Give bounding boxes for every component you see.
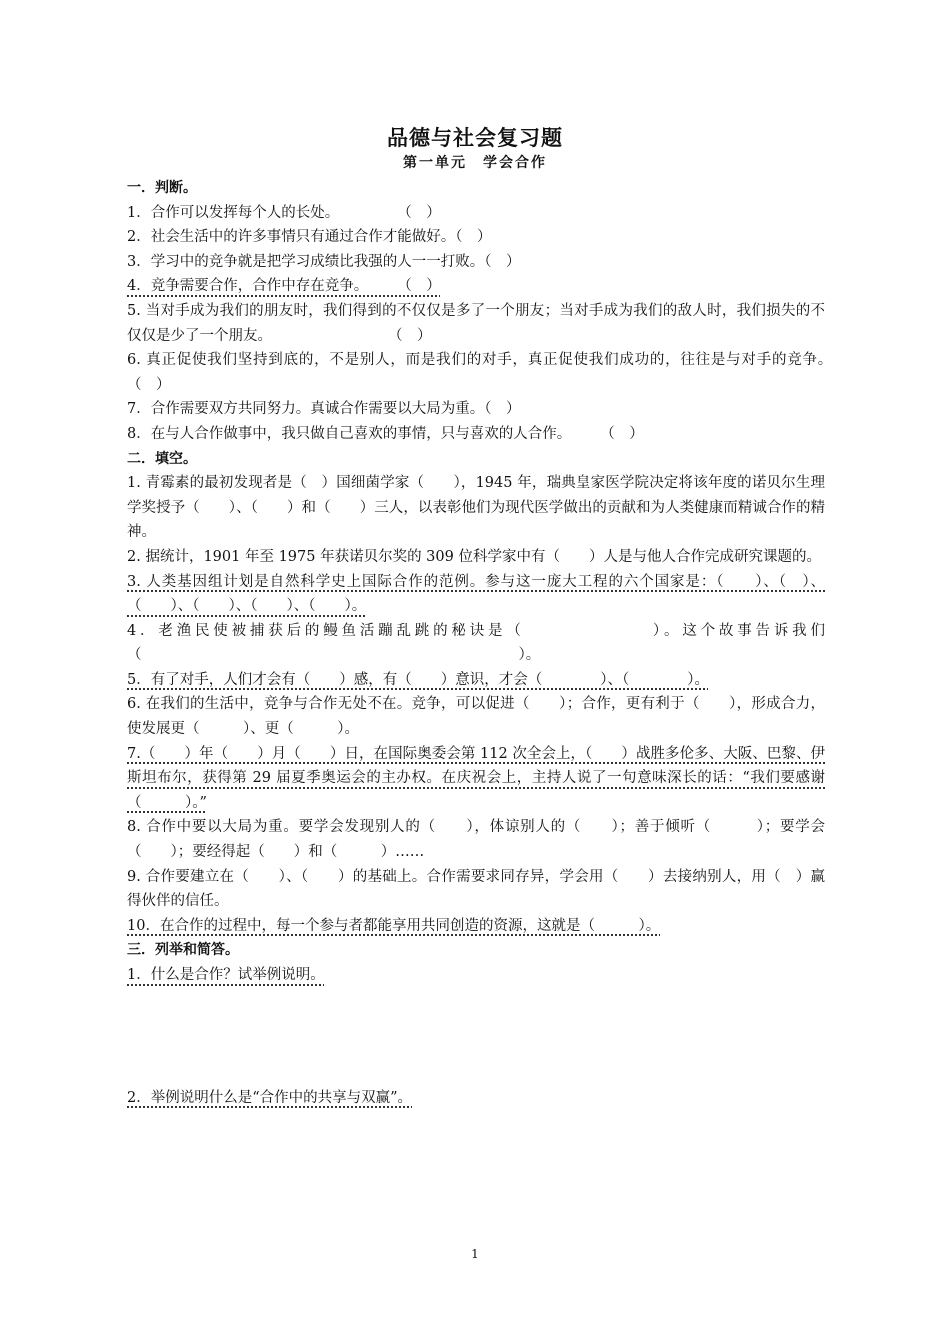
judgement-item-6: 6. 真正促使我们坚持到底的，不是别人，而是我们的对手，真正促使我们成功的，往往是与对手的竞争。 （ ）	[127, 352, 840, 393]
short-answer-item-2-text: 2．举例说明什么是“合作中的共享与双赢”。	[127, 1089, 413, 1106]
judgement-item-8: 8．在与人合作做事中，我只做自己喜欢的事情，只与喜欢的人合作。 （ ）	[127, 425, 644, 442]
judgement-item-7: 7．合作需要双方共同努力。真诚合作需要以大局为重。（ ）	[127, 401, 521, 418]
answer-space-1	[127, 988, 825, 1086]
document-subtitle: 第一单元 学会合作	[403, 155, 547, 171]
fill-item-9: 9. 合作要建立在（ ）、（ ）的基础上。合作需要求同存异，学会用（ ）去接纳别人，用（ ）赢得伙伴的信任。	[127, 868, 825, 910]
fill-item-5: 5．有了对手，人们才会有（ ）感，有（ ）意识，才会（ ）、（ ）。	[127, 671, 709, 688]
document-title: 品德与社会复习题	[387, 126, 563, 150]
section-heading-fill-in: 二．填空。	[127, 450, 197, 467]
fill-item-8: 8. 合作中要以大局为重。要学会发现别人的（ ），体谅别人的（ ）；善于倾听（ ）；要学会（ ）；要经得起（ ）和（ ）……	[127, 819, 825, 861]
section-heading-short-answer: 三．列举和简答。	[127, 942, 239, 959]
short-answer-item-2	[127, 1086, 825, 1111]
fill-item-3: 3. 人类基因组计划是自然科学史上国际合作的范例。参与这一庞大工程的六个国家是：（ ）、（ ）、（ ）、（ ）、（ ）、（ ）。	[127, 573, 825, 615]
fill-item-10: 10．在合作的过程中，每一个参与者都能享用共同创造的资源，这就是（ ）。	[127, 917, 661, 934]
judgement-item-4: 4．竞争需要合作，合作中存在竞争。 （ ）	[127, 278, 441, 295]
fill-item-6: 6. 在我们的生活中，竞争与合作无处不在。竞争，可以促进（ ）；合作，更有利于（ ），形成合力，使发展更（ ）、更（ ）。	[127, 696, 825, 738]
judgement-item-2: 2．社会生活中的许多事情只有通过合作才能做好。（ ）	[127, 229, 492, 246]
judgement-item-1: 1．合作可以发挥每个人的长处。 （ ）	[127, 204, 441, 221]
fill-item-1: 1. 青霉素的最初发现者是（ ）国细菌学家（ ），1945 年，瑞典皇家医学院决定将该年度的诺贝尔生理学奖授予（ ）、（ ）和（ ）三人，以表彰他们为现代医学做出的贡献和为人类健康而精诚合作的精神。	[127, 475, 825, 541]
judgement-item-3: 3．学习中的竞争就是把学习成绩比我强的人一一打败。（ ）	[127, 253, 521, 270]
document-body	[127, 176, 840, 1110]
judgement-item-5: 5. 当对手成为我们的朋友时，我们得到的不仅仅是多了一个朋友；当对手成为我们的敌人时，我们损失的不仅仅是少了一个朋友。 （ ）	[127, 302, 825, 344]
short-answer-item-1-text: 1．什么是合作？试举例说明。	[127, 967, 325, 983]
fill-item-2: 2. 据统计，1901 年至 1975 年获诺贝尔奖的 309 位科学家中有（ ）人是与他人合作完成研究课题的。	[127, 548, 821, 565]
page-number: 1	[471, 1247, 479, 1261]
short-answer-item-1	[127, 963, 825, 988]
section-heading-judgement: 一．判断。	[127, 180, 197, 196]
fill-item-4: 4．老渔民使被捕获后的鳗鱼活蹦乱跳的秘诀是（ ）。这个故事告诉我们（ ）。	[127, 622, 825, 664]
fill-item-7: 7.（ ）年（ ）月（ ）日，在国际奥委会第 112 次全会上，（ ）战胜多伦多、大阪、巴黎、伊斯坦布尔，获得第 29 届夏季奥运会的主办权。在庆祝会上，主持人说了一句意味深长的话：“我们要感谢（ ）。”	[127, 745, 825, 811]
